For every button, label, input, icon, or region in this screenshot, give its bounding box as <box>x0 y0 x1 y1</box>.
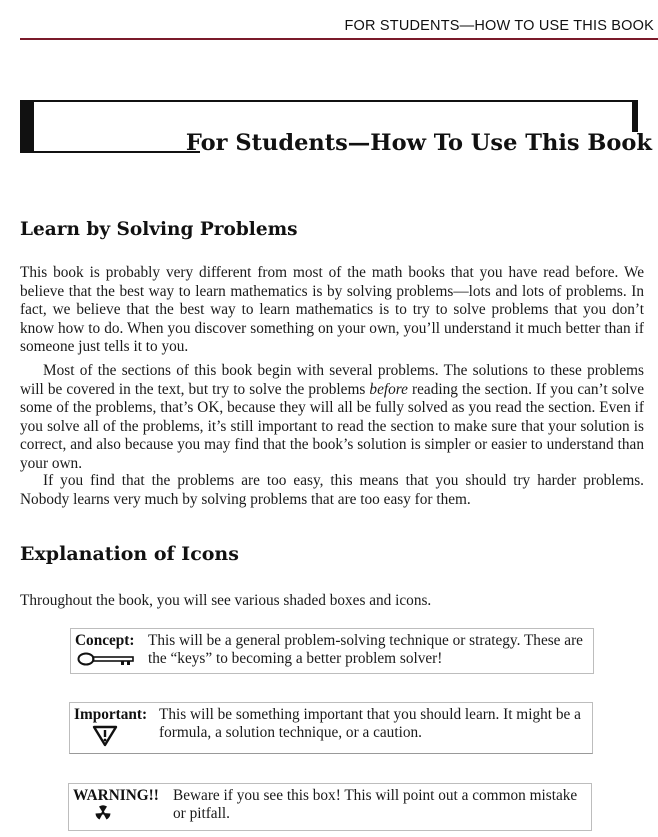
paragraph-sections <box>20 362 644 473</box>
radiation-icon <box>94 805 112 826</box>
concept-label: Concept: <box>75 632 135 649</box>
key-icon <box>77 651 137 672</box>
frame-top-rule <box>20 100 638 102</box>
warning-label: WARNING!! <box>73 787 159 804</box>
running-head-rule <box>20 38 658 40</box>
paragraph-too-easy: If you find that the problems are too easy, this means that you should try harder problems. Nobody learns very much by solving problems that are too easy for them. <box>20 472 644 508</box>
warning-text: Beware if you see this box! This will point out a common mistake or pitfall. <box>173 787 578 822</box>
section-heading-learn: Learn by Solving Problems <box>20 219 298 240</box>
frame-right-bar <box>632 100 638 132</box>
paragraph-sections-part1: Most of the sections of this book begin with several problems. The solutions to these problems will be covered in the text, but try to solve the problems <box>20 362 644 398</box>
concept-text: This will be a general problem-solving technique or strategy. These are the “keys” to becoming a better problem solver! <box>148 632 583 667</box>
concept-box <box>70 628 594 674</box>
paragraph-sections-emphasis: before <box>369 380 408 398</box>
important-text: This will be something important that you should learn. It might be a formula, a solution technique, or a caution. <box>159 706 581 741</box>
warning-box <box>68 783 592 831</box>
running-head: FOR STUDENTS—HOW TO USE THIS BOOK <box>344 18 654 34</box>
important-box <box>69 702 593 754</box>
paragraph-intro: This book is probably very different from most of the math books that you have read before. We believe that the best way to learn mathematics is by solving problems—lots and lots of problems. In fact, we believe that the best way to learn mathematics is to try to solve problems that you don’t know how to do. When you discover something on your own, you’ll understand it much better than if someone just tells it to you. <box>20 264 644 355</box>
frame-left-bar <box>20 100 34 153</box>
caution-triangle-icon <box>92 725 118 752</box>
section-heading-icons: Explanation of Icons <box>20 543 239 565</box>
important-label: Important: <box>74 706 148 723</box>
paragraph-sections-part2: reading the section. If you can’t solve some of the problems, that’s OK, because they will all be fully solved as you read the section. Even if you solve all of the problems, it’s still important to read the section to make sure that your solution is correct, and also because you may find that the book’s solution is simpler or easier to understand than your own. <box>20 380 644 472</box>
frame-bottom-rule <box>20 151 200 153</box>
chapter-title: For Students—How To Use This Book <box>185 130 652 156</box>
paragraph-icons-intro: Throughout the book, you will see various shaded boxes and icons. <box>20 592 432 609</box>
